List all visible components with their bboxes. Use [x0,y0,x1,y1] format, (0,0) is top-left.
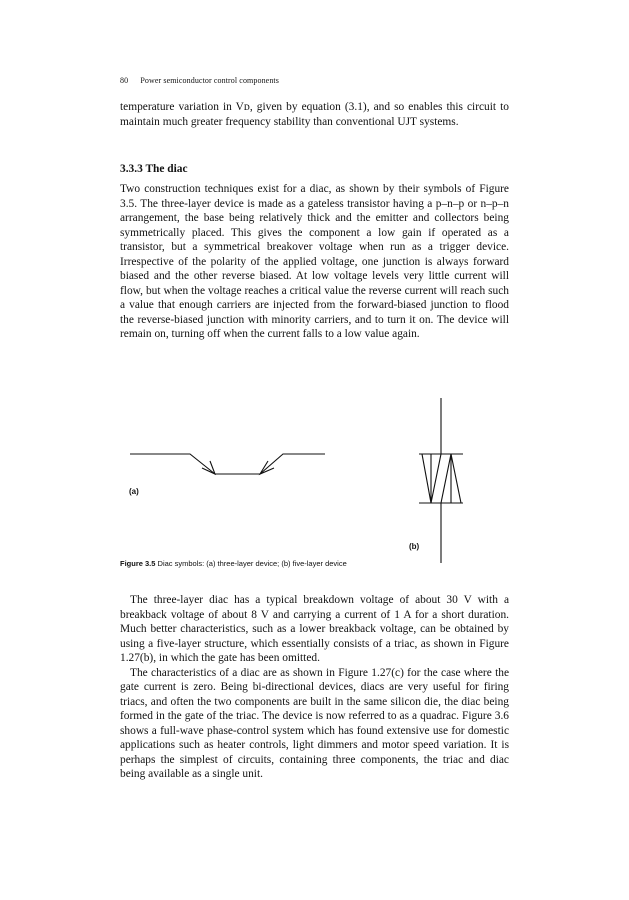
running-head [120,76,279,85]
paragraph-2-block [120,182,509,342]
figure-label-b: (b) [409,542,420,551]
diac-symbols-drawing [120,395,509,565]
figure-caption [120,559,347,568]
section-number: 3.3.3 [120,163,143,175]
page-number: 80 [120,76,129,85]
figure-3-5 [120,395,509,565]
figure-caption-number: Figure 3.5 [120,559,156,568]
running-head-title: Power semiconductor control components [140,76,279,85]
section-heading [120,163,188,175]
paragraphs-3-4-block [120,593,509,782]
paragraph-4: The characteristics of a diac are as shown in Figure 1.27(c) for the case where the gate current is zero. Being bi-directional devices, diacs are very useful for firing triacs, and often the two components are built in the same silicon die, the diac being formed in the gate of the triac. The device is now referred to as a quadrac. Figure 3.6 shows a full-wave phase-control system which has found extensive use for domestic applications such as heater controls, light dimmers and motor speed variation. It is perhaps the simplest of circuits, containing three components, the triac and diac being available as a single unit. [120,666,509,780]
paragraph-1-block [120,100,509,129]
paragraph-3: The three-layer diac has a typical breakdown voltage of about 30 V with a breakback voltage of about 8 V and carrying a current of 1 A for a short duration. Much better characteristics, such as a lower breakback voltage, can be obtained by using a five-layer structure, which essentially consists of a triac, as shown in Figure 1.27(b), in which the gate has been omitted. [120,594,509,664]
section-title: The diac [145,163,188,175]
paragraph-1: temperature variation in Vᴅ, given by equation (3.1), and so enables this circuit to maintain much greater frequency stability than conventional UJT systems. [120,101,509,128]
five-layer-diac-symbol [419,398,463,563]
figure-label-a: (a) [129,487,139,496]
paragraph-2: Two construction techniques exist for a diac, as shown by their symbols of Figure 3.5. The three-layer device is made as a gateless transistor having a p–n–p or n–p–n arrangement, the base being relatively thick and the emitter and collectors being symmetrically placed. This gives the component a low gain if operated as a transistor, but a symmetrical breakover voltage when run as a trigger device. Irrespective of the polarity of the applied voltage, one junction is always forward biased and the other reverse biased. At low voltage levels very little current will flow, but when the voltage reaches a critical value the reverse current will reach such a value that enough carriers are injected from the forward-biased junction to flood the reverse-biased junction with minority carriers, and to turn it on. The device will remain on, turning off when the current falls to a low value again. [120,183,509,340]
figure-caption-text: Diac symbols: (a) three-layer device; (b) five-layer device [157,559,347,568]
three-layer-diac-symbol [130,454,325,474]
